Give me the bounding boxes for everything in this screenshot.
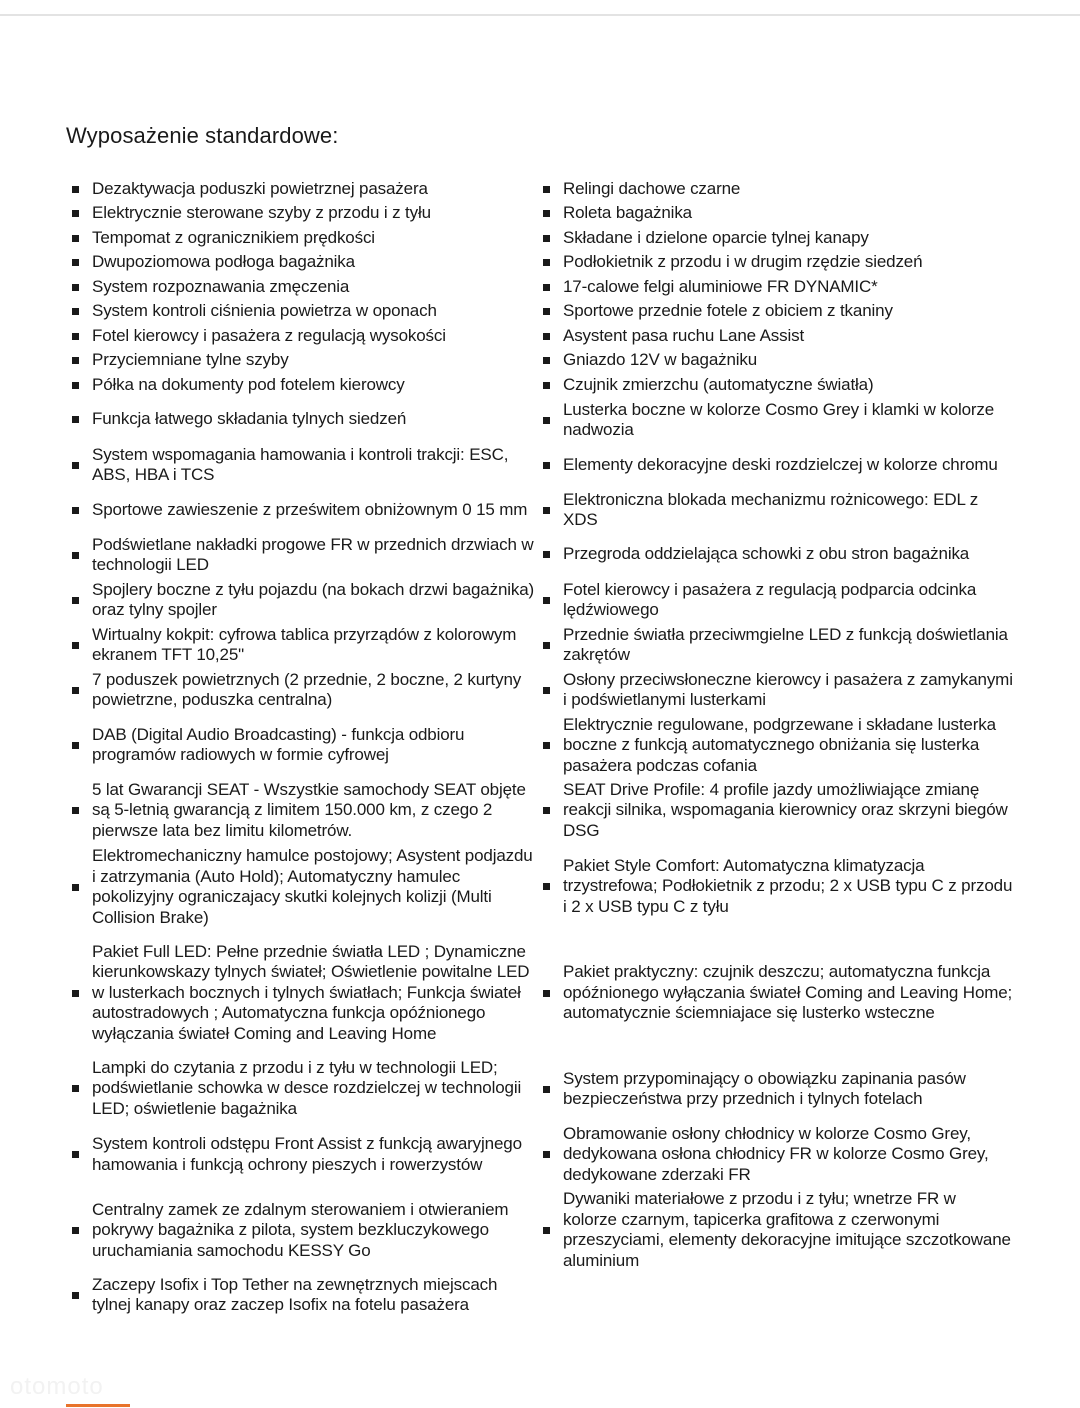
- bullet-icon: [543, 333, 550, 340]
- list-item: System kontroli odstępu Front Assist z funkcją awaryjnego hamowania i funkcją ochrony pieszych i rowerzystów: [72, 1123, 540, 1186]
- list-item: Spojlery boczne z tyłu pojazdu (na bokach drzwi bagażnika) oraz tylny spojler: [72, 579, 540, 621]
- bullet-icon: [72, 507, 79, 514]
- list-item: Centralny zamek ze zdalnym sterowaniem i otwieraniem pokrywy bagażnika z pilota, system bezkluczykowego uruchamiania samochodu KESSY Go: [72, 1199, 540, 1262]
- list-item: System przypominający o obowiązku zapinania pasów bezpieczeństwa przy przednich i tylnych fotelach: [543, 1068, 1013, 1110]
- bullet-icon: [72, 597, 79, 604]
- bullet-icon: [72, 416, 79, 423]
- list-item: Relingi dachowe czarne: [543, 179, 1013, 199]
- bullet-icon: [72, 186, 79, 193]
- list-item: Elementy dekoracyjne deski rozdzielczej w kolorze chromu: [543, 444, 1013, 486]
- bullet-icon: [72, 1227, 79, 1234]
- bullet-icon: [543, 807, 550, 814]
- list-item: Podłokietnik z przodu i w drugim rzędzie siedzeń: [543, 252, 1013, 272]
- bullet-icon: [72, 462, 79, 469]
- bullet-icon: [543, 462, 550, 469]
- bullet-icon: [72, 308, 79, 315]
- list-item: Tempomat z ogranicznikiem prędkości: [72, 228, 540, 248]
- list-item: DAB (Digital Audio Broadcasting) - funkcja odbioru programów radiowych w formie cyfrowej: [72, 724, 540, 766]
- bullet-icon: [543, 235, 550, 242]
- bullet-icon: [72, 884, 79, 891]
- list-item: Roleta bagażnika: [543, 203, 1013, 223]
- list-item: Składane i dzielone oparcie tylnej kanapy: [543, 228, 1013, 248]
- bullet-icon: [543, 883, 550, 890]
- list-item: Zaczepy Isofix i Top Tether na zewnętrznych miejscach tylnej kanapy oraz zaczep Isofix na fotelu pasażera: [72, 1274, 540, 1316]
- list-item: Dywaniki materiałowe z przodu i z tyłu; wnetrze FR w kolorze czarnym, tapicerka grafitowa z czerwonymi przeszyciami, elementy dekoracyjne imitujące szczotkowane aluminium: [543, 1188, 1013, 1272]
- list-item: Gniazdo 12V w bagażniku: [543, 350, 1013, 370]
- bullet-icon: [543, 308, 550, 315]
- list-item: Pakiet Style Comfort: Automatyczna klimatyzacja trzystrefowa; Podłokietnik z przodu; 2 x USB typu C z przodu i 2 x USB typu C z tyłu: [543, 855, 1013, 918]
- bullet-icon: [543, 1086, 550, 1093]
- list-item: Dwupoziomowa podłoga bagażnika: [72, 252, 540, 272]
- bullet-icon: [72, 382, 79, 389]
- bullet-icon: [543, 1227, 550, 1234]
- page-title: Wyposażenie standardowe:: [66, 123, 339, 148]
- list-item: Półka na dokumenty pod fotelem kierowcy: [72, 375, 540, 395]
- bullet-icon: [72, 235, 79, 242]
- watermark: otomoto: [10, 1373, 104, 1400]
- list-item: System kontroli ciśnienia powietrza w oponach: [72, 301, 540, 321]
- bullet-icon: [543, 284, 550, 291]
- list-item: System wspomagania hamowania i kontroli trakcji: ESC, ABS, HBA i TCS: [72, 444, 540, 486]
- list-item: System rozpoznawania zmęczenia: [72, 277, 540, 297]
- list-item: Sportowe przednie fotele z obiciem z tkaniny: [543, 301, 1013, 321]
- list-item: Osłony przeciwsłoneczne kierowcy i pasażera z zamykanymi i podświetlanymi lusterkami: [543, 669, 1013, 711]
- list-item: SEAT Drive Profile: 4 profile jazdy umożliwiające zmianę reakcji silnika, wspomagania kierownicy oraz skrzyni biegów DSG: [543, 779, 1013, 842]
- list-item: Pakiet praktyczny: czujnik deszczu; automatyczna funkcja opóźnionego wyłączania świateł Coming and Leaving Home; automatycznie ściemniajace się lusterko wsteczne: [543, 951, 1013, 1035]
- bullet-icon: [72, 210, 79, 217]
- bullet-icon: [72, 259, 79, 266]
- bullet-icon: [543, 990, 550, 997]
- bullet-icon: [543, 597, 550, 604]
- bullet-icon: [72, 642, 79, 649]
- bullet-icon: [543, 259, 550, 266]
- bullet-icon: [543, 210, 550, 217]
- list-item: Elektroniczna blokada mechanizmu rożnicowego: EDL z XDS: [543, 489, 1013, 531]
- list-item: Przednie światła przeciwmgielne LED z funkcją doświetlania zakrętów: [543, 624, 1013, 666]
- list-item: 5 lat Gwarancji SEAT - Wszystkie samochody SEAT objęte są 5-letnią gwarancją z limitem 150.000 km, z czego 2 pierwsze lata bez limitu kilometrów.: [72, 779, 540, 842]
- list-item: 17-calowe felgi aluminiowe FR DYNAMIC*: [543, 277, 1013, 297]
- list-item: Elektrycznie regulowane, podgrzewane i składane lusterka boczne z funkcją automatycznego obniżania się lusterka pasażera podczas cofania: [543, 714, 1013, 777]
- list-item: Lusterka boczne w kolorze Cosmo Grey i klamki w kolorze nadwozia: [543, 399, 1013, 441]
- list-item: Pakiet Full LED: Pełne przednie światła LED ; Dynamiczne kierunkowskazy tylnych świateł; Oświetlenie powitalne LED w lusterkach bocznych i tylnych światłach; Funkcja świateł autostradowych ; Automatyczna funkcja opóźnionego wyłączania świateł Coming and Leaving Home: [72, 931, 540, 1055]
- bullet-icon: [72, 1085, 79, 1092]
- list-item: Fotel kierowcy i pasażera z regulacją podparcia odcinka lędźwiowego: [543, 579, 1013, 621]
- list-item: Podświetlane nakładki progowe FR w przednich drzwiach w technologii LED: [72, 534, 540, 576]
- list-item: Czujnik zmierzchu (automatyczne światła): [543, 375, 1013, 395]
- list-item: Asystent pasa ruchu Lane Assist: [543, 326, 1013, 346]
- list-item: Sportowe zawieszenie z prześwitem obniżownym 0 15 mm: [72, 489, 540, 531]
- list-item: 7 poduszek powietrznych (2 przednie, 2 boczne, 2 kurtyny powietrzne, poduszka centralna): [72, 669, 540, 711]
- bullet-icon: [72, 357, 79, 364]
- list-item: Przyciemniane tylne szyby: [72, 350, 540, 370]
- bullet-icon: [543, 382, 550, 389]
- bullet-icon: [543, 742, 550, 749]
- list-item: Elektrycznie sterowane szyby z przodu i z tyłu: [72, 203, 540, 223]
- bullet-icon: [543, 186, 550, 193]
- top-divider: [0, 14, 1080, 16]
- bullet-icon: [543, 642, 550, 649]
- list-item: Wirtualny kokpit: cyfrowa tablica przyrządów z kolorowym ekranem TFT 10,25": [72, 624, 540, 666]
- bullet-icon: [543, 551, 550, 558]
- bullet-icon: [72, 1292, 79, 1299]
- bullet-icon: [543, 687, 550, 694]
- list-item: Lampki do czytania z przodu i z tyłu w technologii LED; podświetlanie schowka w desce rozdzielczej w technologii LED; oświetlenie bagażnika: [72, 1057, 540, 1120]
- bullet-icon: [543, 507, 550, 514]
- bullet-icon: [72, 687, 79, 694]
- accent-bar: [66, 1404, 130, 1407]
- bullet-icon: [72, 333, 79, 340]
- bullet-icon: [72, 742, 79, 749]
- list-item: Dezaktywacja poduszki powietrznej pasażera: [72, 179, 540, 199]
- bullet-icon: [543, 1151, 550, 1158]
- list-item: Fotel kierowcy i pasażera z regulacją wysokości: [72, 326, 540, 346]
- bullet-icon: [72, 807, 79, 814]
- bullet-icon: [72, 552, 79, 559]
- bullet-icon: [72, 990, 79, 997]
- bullet-icon: [72, 1151, 79, 1158]
- bullet-icon: [543, 417, 550, 424]
- bullet-icon: [72, 284, 79, 291]
- list-item: Funkcja łatwego składania tylnych siedzeń: [72, 409, 540, 429]
- bullet-icon: [543, 357, 550, 364]
- list-item: Przegroda oddzielająca schowki z obu stron bagażnika: [543, 544, 1013, 564]
- list-item: Obramowanie osłony chłodnicy w kolorze Cosmo Grey, dedykowana osłona chłodnicy FR w kolorze Cosmo Grey, dedykowane zderzaki FR: [543, 1123, 1013, 1186]
- list-item: Elektromechaniczny hamulce postojowy; Asystent podjazdu i zatrzymania (Auto Hold); Automatyczny hamulec pokolizyjny ograniczajacy skutki kolejnych kolizji (Multi Collision Brake): [72, 845, 540, 929]
